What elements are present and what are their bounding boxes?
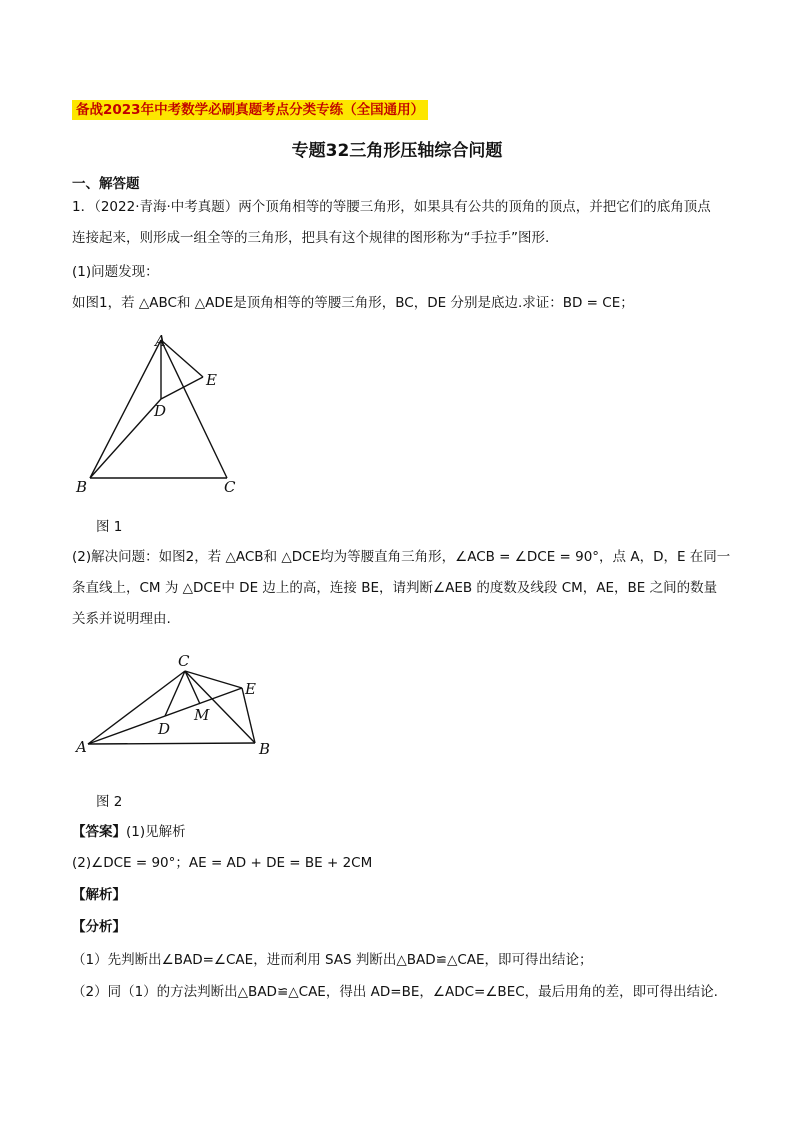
- segment-bd: [90, 399, 161, 478]
- figure-2-caption: 图 2: [96, 794, 123, 810]
- question-1-line-2: 连接起来，则形成一组全等的三角形，把具有这个规律的图形称为“手拉手”图形.: [72, 230, 550, 246]
- part-1-heading: (1)问题发现：: [72, 264, 159, 280]
- series-banner: 备战2023年中考数学必刷真题考点分类专练（全国通用）: [72, 100, 428, 120]
- part-2-line-1: (2)解决问题：如图2，若 △ACB和 △DCE均为等腰直角三角形，∠ACB = ∠DCE = 90°，点 A，D，E 在同一: [72, 549, 731, 565]
- label-d: D: [154, 402, 167, 420]
- label-c: C: [224, 478, 236, 496]
- answer-label: 【答案】: [72, 824, 126, 840]
- segment-ab: [88, 743, 255, 744]
- analysis-sub-label: 【分析】: [72, 919, 126, 935]
- segment-ae: [161, 340, 203, 377]
- figure-2-diagram: [70, 650, 280, 765]
- figure-1-diagram: [70, 328, 260, 498]
- label-e: E: [245, 680, 256, 698]
- part-2-line-2: 条直线上，CM 为 △DCE中 DE 边上的高，连接 BE，请判断∠AEB 的度数及线段 CM，AE，BE 之间的数量: [72, 580, 718, 596]
- answer-part-1: (1)见解析: [126, 824, 186, 840]
- label-b: B: [259, 740, 271, 758]
- segment-ab: [90, 340, 161, 478]
- analysis-line-1: （1）先判断出∠BAD=∠CAE，进而利用 SAS 判断出△BAD≌△CAE，即可得出结论；: [72, 952, 593, 968]
- label-b: B: [76, 478, 88, 496]
- part-2-line-3: 关系并说明理由.: [72, 611, 171, 627]
- figure-1-caption: 图 1: [96, 519, 123, 535]
- answer-line-1: [72, 822, 186, 842]
- question-1-line-1: 1．（2022·青海·中考真题）两个顶角相等的等腰三角形，如果具有公共的顶角的顶点，并把它们的底角顶点: [72, 199, 711, 215]
- segment-ac: [161, 340, 227, 478]
- segment-ac: [88, 671, 185, 744]
- answer-part-2: (2)∠DCE = 90°；AE = AD + DE = BE + 2CM: [72, 855, 373, 871]
- label-a: A: [155, 332, 166, 350]
- label-m: M: [194, 706, 210, 724]
- part-1-text: 如图1，若 △ABC和 △ADE是顶角相等的等腰三角形，BC，DE 分别是底边.求证：BD = CE；: [72, 295, 634, 311]
- label-c: C: [178, 652, 190, 670]
- segment-de: [161, 377, 203, 399]
- analysis-label: 【解析】: [72, 887, 126, 903]
- label-d: D: [158, 720, 171, 738]
- section-heading: 一、解答题: [72, 176, 140, 192]
- page-title: 专题32三角形压轴综合问题: [291, 141, 503, 161]
- segment-cm: [185, 671, 200, 704]
- label-e: E: [206, 371, 217, 389]
- analysis-line-2: （2）同（1）的方法判断出△BAD≌△CAE，得出 AD=BE，∠ADC=∠BEC，最后用角的差，即可得出结论.: [72, 984, 718, 1000]
- label-a: A: [76, 738, 87, 756]
